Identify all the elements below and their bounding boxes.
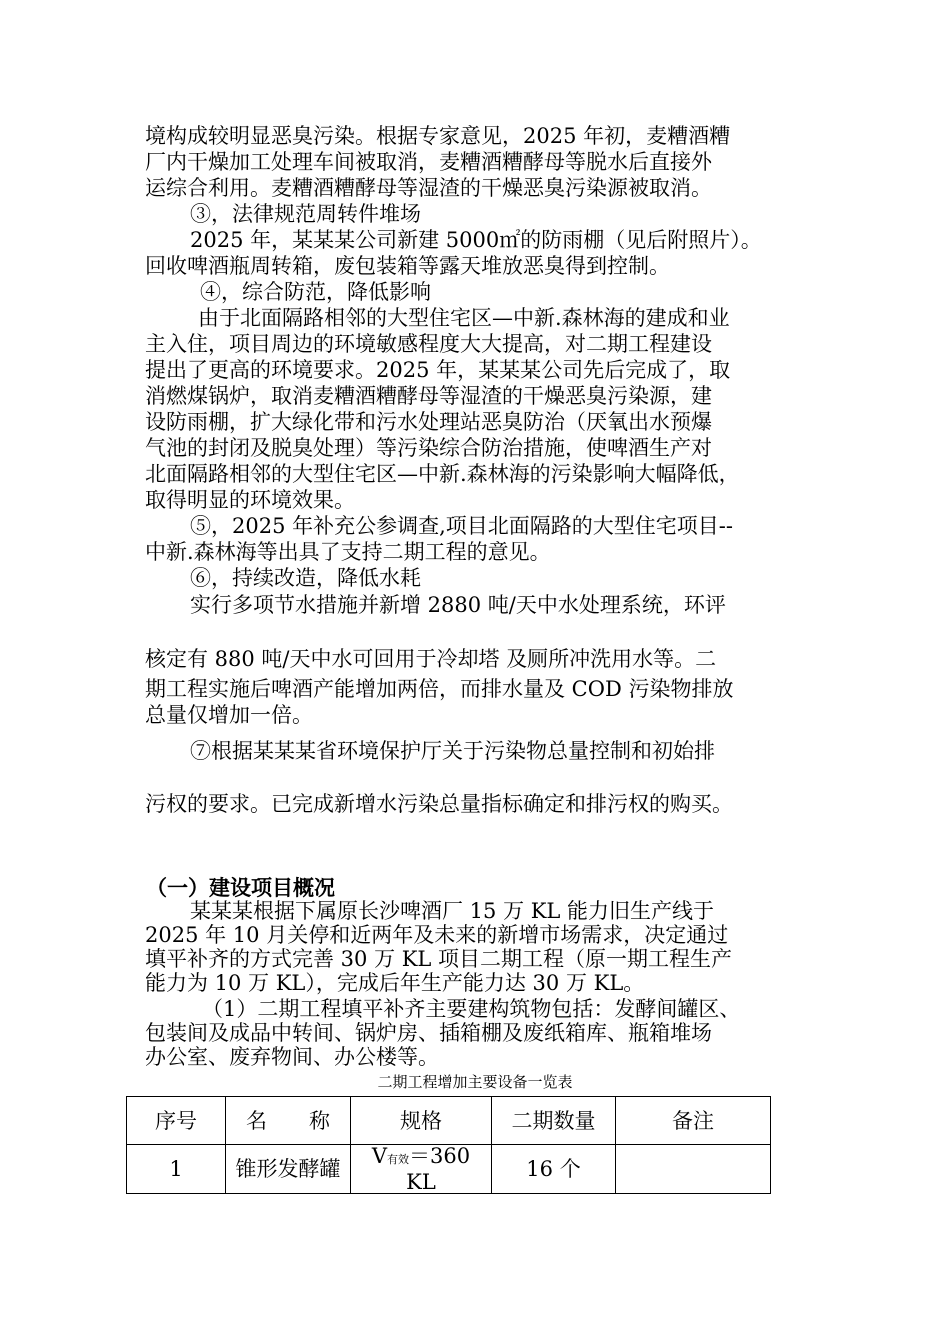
section-paragraph-line: 能力为 10 万 KL），完成后年生产能力达 30 万 KL。	[145, 971, 645, 995]
header-cell-name: 名 称	[226, 1097, 351, 1145]
subheading-6: ⑥，持续改造，降低水耗	[190, 566, 421, 590]
paragraph-line: 主入住，项目周边的环境敏感程度大大提高，对二期工程建设	[145, 332, 712, 356]
paragraph-line: 由于北面隔路相邻的大型住宅区—中新.森林海的建成和业	[198, 306, 730, 330]
paragraph-line: 回收啤酒瓶周转箱，废包装箱等露天堆放恶臭得到控制。	[145, 254, 670, 278]
paragraph-line: 运综合利用。麦糟酒糟酵母等湿渣的干燥恶臭污染源被取消。	[145, 176, 712, 200]
paragraph-line: 厂内干燥加工处理车间被取消，麦糟酒糟酵母等脱水后直接外	[145, 150, 712, 174]
subheading-4: ④，综合防范，降低影响	[200, 280, 431, 304]
section-paragraph-line: 填平补齐的方式完善 30 万 KL 项目二期工程（原一期工程生产	[145, 947, 733, 971]
header-cell-qty: 二期数量	[492, 1097, 616, 1145]
subheading-3: ③，法律规范周转件堆场	[190, 202, 421, 226]
section-paragraph-line: 某某某根据下属原长沙啤酒厂 15 万 KL 能力旧生产线于	[190, 899, 715, 923]
section-paragraph-line: （1）二期工程填平补齐主要建构筑物包括：发酵间罐区、	[202, 997, 741, 1021]
section-heading: （一）建设项目概况	[146, 876, 335, 900]
section-paragraph-line: 办公室、废弃物间、办公楼等。	[145, 1045, 439, 1069]
table-caption: 二期工程增加主要设备一览表	[377, 1073, 573, 1091]
paragraph-line: ⑤，2025 年补充公参调查,项目北面隔路的大型住宅项目--	[190, 514, 733, 538]
spec-unit: KL	[406, 1170, 436, 1194]
paragraph-line: 核定有 880 吨/天中水可回用于冷却塔 及厕所冲洗用水等。二	[145, 647, 717, 671]
paragraph-line: 污权的要求。已完成新增水污染总量指标确定和排污权的购买。	[145, 792, 733, 816]
header-cell-spec: 规格	[351, 1097, 492, 1145]
section-paragraph-line: 包装间及成品中转间、锅炉房、插箱棚及废纸箱库、瓶箱堆场	[145, 1021, 712, 1045]
spec-value: ＝360	[409, 1144, 471, 1168]
spec-v: V	[371, 1144, 388, 1168]
spec-subscript: 有效	[387, 1153, 410, 1166]
paragraph-line: 期工程实施后啤酒产能增加两倍，而排水量及 COD 污染物排放	[145, 677, 734, 701]
paragraph-line: 取得明显的环境效果。	[145, 488, 355, 512]
table-row	[127, 1145, 771, 1194]
header-cell-no: 序号	[127, 1097, 226, 1145]
paragraph-line: 消燃煤锅炉，取消麦糟酒糟酵母等湿渣的干燥恶臭污染源，建	[145, 384, 712, 408]
paragraph-line: 境构成较明显恶臭污染。根据专家意见，2025 年初，麦糟酒糟	[145, 124, 731, 148]
paragraph-line: ⑦根据某某某省环境保护厅关于污染物总量控制和初始排	[190, 739, 715, 763]
table-header-row	[127, 1097, 771, 1145]
section-paragraph-line: 2025 年 10 月关停和近两年及未来的新增市场需求，决定通过	[145, 923, 729, 947]
header-cell-note: 备注	[616, 1097, 771, 1145]
paragraph-line: 北面隔路相邻的大型住宅区—中新.森林海的污染影响大幅降低，	[145, 462, 740, 486]
paragraph-line: 中新.森林海等出具了支持二期工程的意见。	[145, 540, 551, 564]
cell-no: 1	[127, 1145, 226, 1194]
paragraph-line: 总量仅增加一倍。	[145, 703, 313, 727]
cell-note	[616, 1145, 771, 1194]
cell-qty: 16 个	[492, 1145, 616, 1194]
equipment-table	[126, 1096, 771, 1194]
paragraph-line: 2025 年，某某某公司新建 5000㎡的防雨棚（见后附照片）。	[190, 228, 762, 252]
paragraph-line: 气池的封闭及脱臭处理）等污染综合防治措施，使啤酒生产对	[145, 436, 712, 460]
paragraph-line: 提出了更高的环境要求。2025 年，某某某公司先后完成了，取	[145, 358, 731, 382]
paragraph-line: 实行多项节水措施并新增 2880 吨/天中水处理系统，环评	[190, 593, 726, 617]
paragraph-line: 设防雨棚，扩大绿化带和污水处理站恶臭防治（厌氧出水预爆	[145, 410, 712, 434]
cell-spec	[351, 1145, 492, 1194]
cell-name: 锥形发酵罐	[226, 1145, 351, 1194]
